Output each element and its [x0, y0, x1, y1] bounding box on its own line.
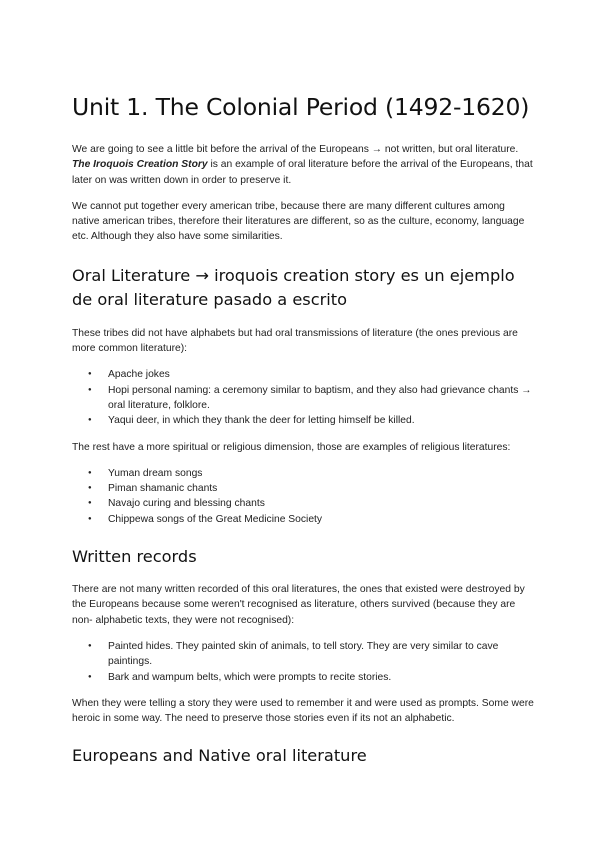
list-item: ● Piman shamanic chants: [72, 481, 534, 496]
document-page: [72, 92, 534, 767]
intro-text-after: is an example of oral literature before the arrival of the Europeans, that later on was written down in order to preserve it.: [72, 159, 533, 186]
list-item: ● Yaqui deer, in which they thank the deer for letting himself be killed.: [72, 413, 534, 428]
page-title: Unit 1. The Colonial Period (1492-1620): [72, 93, 530, 121]
list-item: ● Yuman dream songs: [72, 466, 534, 481]
intro-paragraph-2: We cannot put together every american tribe, because there are many different cultures among native american tribes, therefore their literatures are different, so as the culture, economy, language etc. Although they also have some similarities.: [72, 200, 525, 243]
oral-paragraph-1: These tribes did not have alphabets but had oral transmissions of literature (the ones previous are more common literature):: [72, 327, 518, 355]
list-item: ● Hopi personal naming: a ceremony similar to baptism, and they also had grievance chants → oral literature, folklore.: [72, 383, 534, 414]
list-item: ● Painted hides. They painted skin of animals, to tell story. They are very similar to cave paintings.: [72, 639, 534, 670]
list-item: ● Apache jokes: [72, 367, 534, 382]
oral-list-1: [72, 367, 534, 428]
intro-paragraph-1: [72, 142, 534, 188]
section-heading-written-records: Written records: [72, 547, 197, 567]
list-item: ● Navajo curing and blessing chants: [72, 496, 534, 511]
written-paragraph-1: There are not many written recorded of this oral literatures, the ones that existed were destroyed by the Europeans because some weren't recognised as literature, others survived (because they are non- alphabetic texts, they were not recognised):: [72, 584, 525, 626]
section-heading-oral-literature: Oral Literature → iroquois creation story es un ejemplo de oral literature pasado a escrito: [72, 265, 515, 309]
section-heading-europeans: Europeans and Native oral literature: [72, 746, 367, 766]
list-item: ● Chippewa songs of the Great Medicine Society: [72, 512, 534, 527]
oral-list-2: [72, 466, 534, 527]
list-item: ● Bark and wampum belts, which were prompts to recite stories.: [72, 670, 534, 685]
oral-paragraph-2: The rest have a more spiritual or religious dimension, those are examples of religious literatures:: [72, 441, 511, 453]
intro-text-before: We are going to see a little bit before the arrival of the Europeans → not written, but oral literature.: [72, 144, 519, 155]
written-paragraph-2: When they were telling a story they were used to remember it and were used as prompts. Some were heroic in some way. The need to preserve those stories even if its not an alphabetic.: [72, 697, 534, 725]
iroquois-story-title: The Iroquois Creation Story: [72, 159, 208, 171]
written-list: [72, 639, 534, 685]
